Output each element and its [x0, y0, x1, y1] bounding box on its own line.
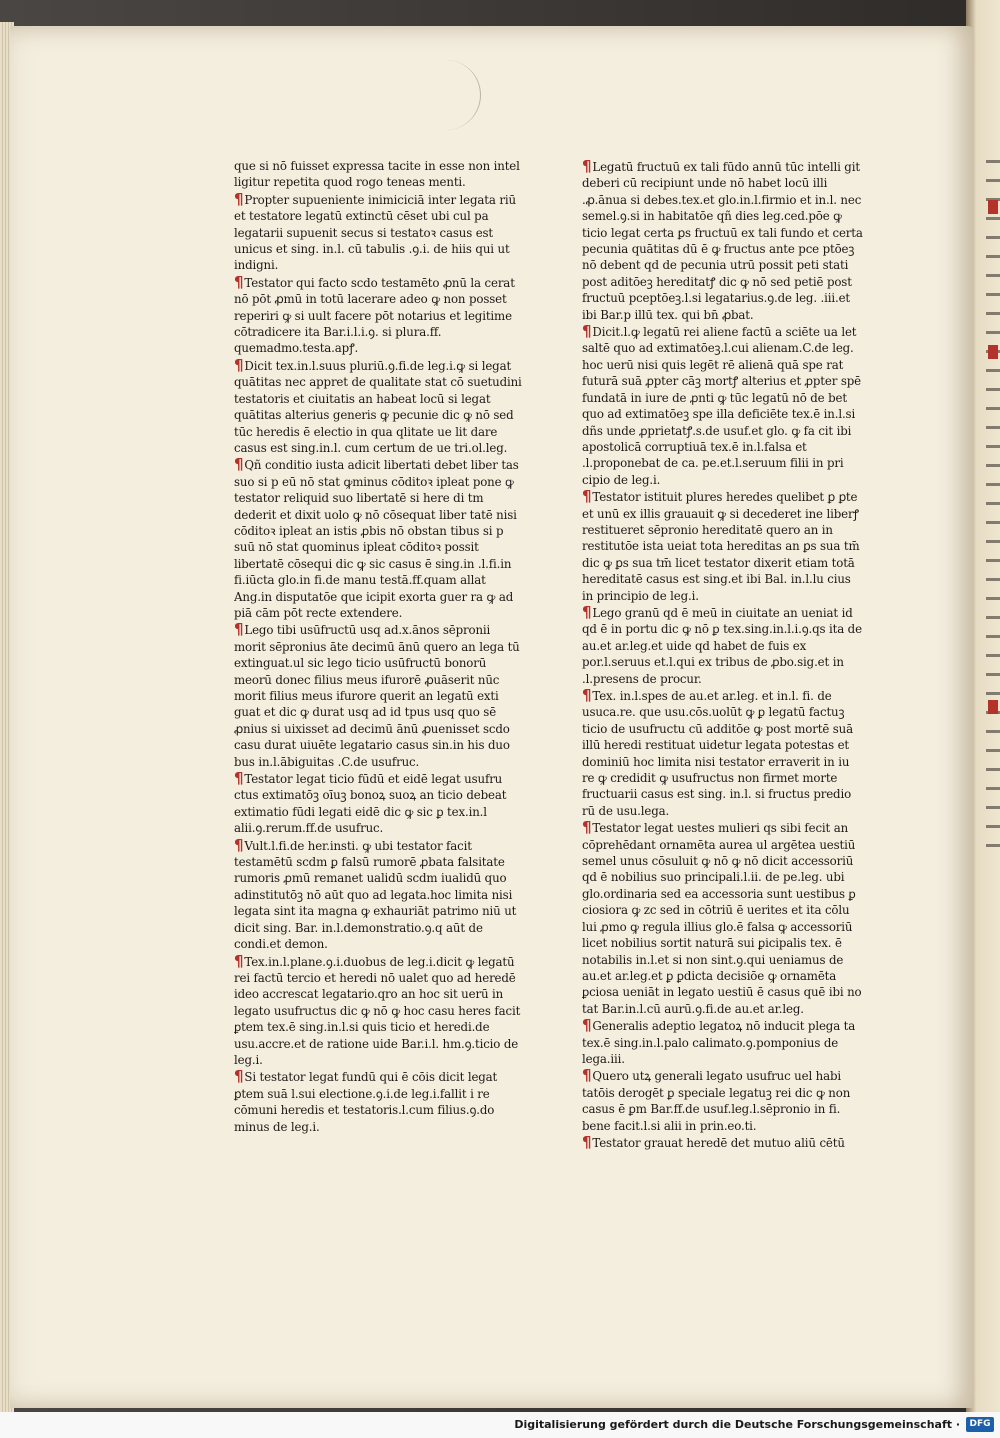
text-paragraph	[582, 158, 864, 323]
left-text-column	[234, 158, 524, 1135]
paragraph-text: Legatū fructuū ex tali fūdo annū tūc intelli git deberi cū recipiunt unde nō habet locū illi .ꝓ.ānua si debes.tex.et glo.in.l.firmio et in.l. nec semel.ꝯ.si in habitatōe qñ dies leg.ced.pōe ꝙ ticio legat certa ꝑs fructuū ex tali fundo et certa pecunia quātitas dū ē ꝙ fructus ante pce ptōeꝫ nō debent qd de pecunia utrū possit peti stati post aditōeꝫ hereditatꝭ dic ꝙ nō sed petiē post fructuū pceptōeꝫ.l.si legatarius.ꝯ.de leg. .iii.et ibi Bar.p illū tex. qui bn̄ ꝓbat.	[582, 160, 863, 322]
facing-page-rubric	[988, 345, 998, 359]
pilcrow-icon: ¶	[582, 157, 592, 175]
paragraph-text: Dicit tex.in.l.suus pluriū.ꝯ.fi.de leg.i.ꝙ si legat quātitas nec appret de qualitate stat cō suetudini testatoris et ciuitatis an habeat locū si legat quātitas alterius generis ꝙ pecunie dic ꝙ nō sed tūc heredis ē electio in qua qlitate ue lit dare casus est sing.in.l. cum certum de ue tri.ol.leg.	[234, 358, 522, 455]
pilcrow-icon: ¶	[234, 951, 244, 970]
facing-page-rubric	[988, 200, 998, 214]
facing-page-text	[986, 160, 1000, 860]
text-paragraph	[234, 158, 524, 191]
text-paragraph	[582, 323, 864, 488]
paragraph-text: Vult.l.fi.de her.insti. ꝙ ubi testator facit testamētū scdm ꝑ falsū rumorē ꝓbata falsitate rumoris ꝓmū remanet ualidū scdm iualidū quo adinstitutōꝫ nō aūt quo ad legata.hoc limita nisi legata sint ita magna ꝙ exhauriāt patrimo niū ut dicit sing. Bar. in.l.demonstratio.ꝯ.q aūt de condi.et demon.	[234, 838, 517, 952]
pilcrow-icon: ¶	[582, 322, 592, 341]
paragraph-text: Generalis adeptio legatoꝝ nō inducit plega ta tex.ē sing.in.l.palo calimato.ꝯ.pomponius de lega.iii.	[582, 1019, 856, 1066]
pilcrow-icon: ¶	[234, 1067, 244, 1086]
footer-bar	[0, 1412, 1000, 1438]
pilcrow-icon: ¶	[582, 1066, 592, 1085]
text-paragraph	[582, 488, 864, 604]
digitization-credit: Digitalisierung gefördert durch die Deutsche Forschungsgemeinschaft ·	[514, 1418, 960, 1431]
text-paragraph	[234, 837, 524, 953]
paragraph-text: Quero utꝝ generali legato usufruc uel habi tatōis derogēt ꝑ speciale legatuꝫ rei dic ꝙ non casus ē ꝑm Bar.ff.de usuf.leg.l.sēpronio in fi. bene facit.l.si alii in prin.eo.ti.	[582, 1069, 851, 1133]
pilcrow-icon: ¶	[234, 620, 244, 639]
text-paragraph	[582, 1134, 864, 1151]
text-paragraph	[582, 1017, 864, 1067]
facing-page-rubric	[988, 700, 998, 714]
paragraph-text: Si testator legat fundū qui ē cōis dicit legat ꝑtem suā l.sui electione.ꝯ.i.de leg.i.fallit i re cōmuni heredis et testatoris.l.cum filius.ꝯ.do minus de leg.i.	[234, 1070, 498, 1134]
pilcrow-icon: ¶	[582, 602, 592, 621]
paragraph-text: que si nō fuisset expressa tacite in esse non intel ligitur repetita quod rogo teneas menti.	[234, 159, 520, 190]
pilcrow-icon: ¶	[582, 686, 592, 704]
paragraph-text: Testator legat ticio fūdū et eidē legat usufru ctus extimatōꝫ oīuꝫ bonoꝝ suoꝝ an ticio debeat extimatio fūdi legati eidē dic ꝙ sic ꝑ tex.in.l alii.ꝯ.rerum.ff.de usufruc.	[234, 772, 507, 836]
dfg-logo: DFG	[966, 1417, 994, 1432]
text-paragraph	[582, 604, 864, 687]
paragraph-text: Lego granū qd ē meū in ciuitate an ueniat id qd ē in portu dic ꝙ nō ꝑ tex.sing.in.l.i.ꝯ.qs ita de au.et ar.leg.et uide qd habet de fuis ex por.l.seruus et.l.qui ex tribus de ꝓbo.sig.et in .l.presens de procur.	[582, 605, 862, 686]
text-paragraph	[582, 819, 864, 1017]
pilcrow-icon: ¶	[234, 835, 244, 854]
paragraph-text: Propter supueniente inimiciciā inter legata riū et testatore legatū extinctū cēset ubi cul pa legatarii supuenit secus si testatoꝛ casus est unicus et sing. in.l. cū tabulis .ꝯ.i. de hiis qui ut indigni.	[234, 192, 516, 273]
paragraph-text: Qñ conditio iusta adicit libertati debet liber tas suo si p eū nō stat ꝙminus cōditoꝛ ipleat pone ꝙ testator reliquid suo libertatē si here di tm dederit et dixit uolo ꝙ nō cōsequat liber tatē nisi cōditoꝛ ipleat an istis ꝓbis nō obstan tibus si p suū nō stat quominus ipleat cōditoꝛ possit libertatē cōsequi dic ꝙ sic casus ē sing.in .l.fi.in fi.iūcta glo.in fi.de manu testā.ff.quam allat Ang.in disputatōe que icipit exorta guer ra ꝙ ad piā cām pōt recte extendere.	[234, 458, 519, 620]
pilcrow-icon: ¶	[234, 769, 244, 788]
right-text-column	[582, 158, 864, 1151]
text-paragraph	[234, 770, 524, 837]
text-paragraph	[234, 456, 524, 621]
text-paragraph	[582, 687, 864, 819]
text-paragraph	[234, 357, 524, 456]
paragraph-text: Testator istituit plures heredes quelibet ꝑ ꝑte et unū ex illis grauauit ꝙ si decederet ine liberꝭ restitueret sēpronio hereditatē quero an in restitutōe ista ueiat tota hereditas an ꝑs sua tm̄ dic ꝙ ꝑs sua tm̄ licet testator dixerit etiam totā hereditatē casus est sing.et ibi Bal. in.l.lu cius in principio de leg.i.	[582, 490, 860, 603]
pilcrow-icon: ¶	[234, 455, 244, 474]
paragraph-text: Dicit.l.ꝙ legatū rei aliene factū a sciēte ua let saltē quo ad extimatōeꝫ.l.cui alienam.C.de leg. hoc uerū nisi quis legēt rē alienā quā spe rat futurā suā ꝓpter cāꝫ mortꝭ alterius et ꝓpter spē fundatā in iure de ꝓnti ꝙ tūc legatū nō de bet quo ad extimatōeꝫ spe illa deficiēte tex.ē in.l.si dñs unde ꝓprietatꝭ.s.de usuf.et glo. ꝙ fa cit ibi apostolicā corruptiuā tex.ē in.l.falsa et .l.proponebat de ca. pe.et.l.seruum filii in pri cipio de leg.i.	[582, 325, 861, 487]
pilcrow-icon: ¶	[582, 487, 592, 506]
paragraph-text: Testator grauat heredē det mutuo aliū cētū	[592, 1135, 845, 1150]
pilcrow-icon: ¶	[234, 189, 244, 208]
pilcrow-icon: ¶	[582, 1132, 592, 1151]
pilcrow-icon: ¶	[234, 355, 244, 374]
pilcrow-icon: ¶	[582, 818, 592, 837]
pilcrow-icon: ¶	[234, 272, 244, 291]
paragraph-text: Lego tibi usūfructū usq ad.x.ānos sēpronii morit sēpronius āte decimū ānū quero an lega tū extinguat.ul sic lego ticio usūfructū bonorū meorū donec filius meus ifurorē ꝓuāserit nūc morit filius meus ifurore querit an legatū exti guat et dic ꝙ durat usq ad id tpus usq quo sē ꝓnius si uixisset ad decimū ānū ꝓuenisset scdo casu durat uiuēte legatario casus sin.in his duo bus in.l.ābiguitas .C.de usufruc.	[234, 623, 520, 769]
paragraph-text: Testator legat uestes mulieri qs sibi fecit an cōprehēdant ornamēta aurea ul argētea uestiū semel unus cōsuluit ꝙ nō ꝙ nō dicit accessoriū qd ē nobilius suo principali.l.ii. de pe.leg. ubi glo.ordinaria sed ea accessoria sunt uestibus ꝑ ciosiora ꝙ zc sed in cōtriū ē uerites et ita cōlu lui ꝓmo ꝙ regula illius glo.ē falsa ꝙ accessoriū licet nobilius sortit naturā sui ꝑicipalis tex. ē notabilis in.l.et si non sint.ꝯ.qui ueniamus de au.et ar.leg.et ꝑ ꝑdicta decisiōe ꝙ ornamēta ꝑciosa ueniāt in legato uestiū ē casus quē ibi no tat Bar.in.l.cū aurū.ꝯ.fi.de au.et ar.leg.	[582, 821, 862, 1016]
text-paragraph	[234, 953, 524, 1069]
paragraph-text: Tex.in.l.plane.ꝯ.i.duobus de leg.i.dicit ꝙ legatū rei factū tercio et heredi nō ualet quo ad heredē ideo accrescat legatario.qro an hoc sit uerū in legato usufructus dic ꝙ nō ꝙ hoc casu heres facit ꝑtem tex.ē sing.in.l.si quis ticio et heredi.de usu.accre.et de ratione uide Bar.i.l. hm.ꝯ.ticio de leg.i.	[234, 954, 521, 1067]
text-paragraph	[234, 191, 524, 274]
text-paragraph	[234, 1068, 524, 1135]
text-paragraph	[234, 621, 524, 770]
paragraph-text: Tex. in.l.spes de au.et ar.leg. et in.l. fi. de usuca.re. que usu.cōs.uolūt ꝙ ꝑ legatū factuꝫ ticio de usufructu cū additōe ꝙ post mortē suā illū heredi restituat uidetur legata potestas et dominiū hoc limita nisi testator erraverit in iu re ꝙ credidit ꝙ usufructus non firmet morte fructuarii casus est sing. in.l. si fructus predio rū de usu.lega.	[582, 689, 854, 818]
page-curl-mark	[440, 60, 481, 130]
text-paragraph	[234, 274, 524, 357]
paragraph-text: Testator qui facto scdo testamēto ꝓnū la cerat nō pōt ꝓmū in totū lacerare adeo ꝙ non posset reperiri ꝙ si uult facere pōt notarius et legitime cōtradicere ita Bar.i.l.i.ꝯ. si plura.ff. quemadmo.testa.apꝭ.	[234, 275, 515, 356]
pilcrow-icon: ¶	[582, 1016, 592, 1035]
text-paragraph	[582, 1067, 864, 1134]
